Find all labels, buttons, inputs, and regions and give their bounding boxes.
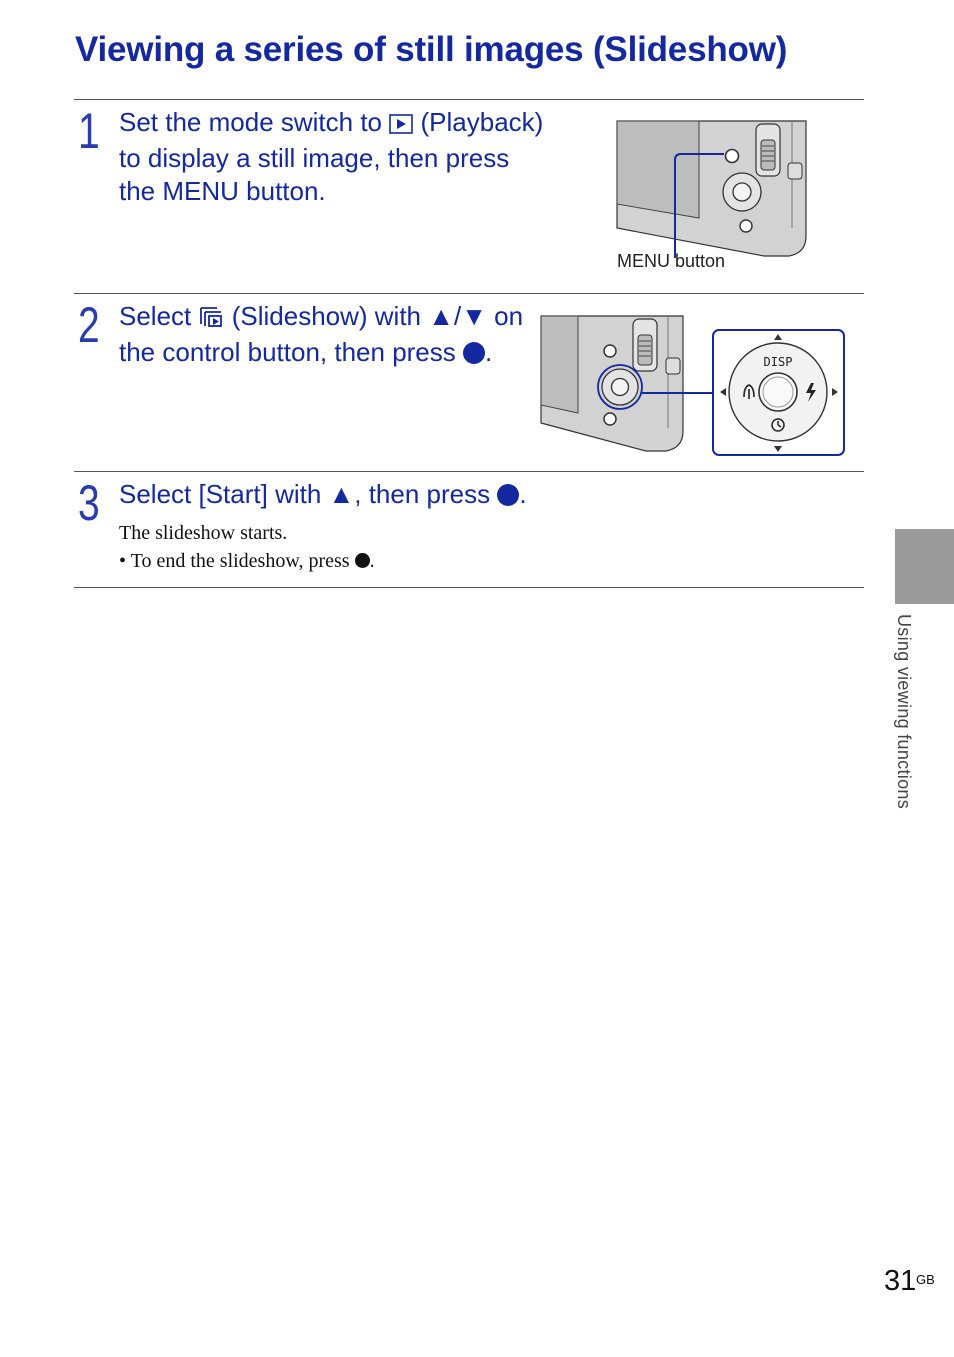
section-tab-label: Using viewing functions xyxy=(894,614,914,809)
step-3-note: The slideshow starts. xyxy=(119,522,288,544)
camera-control-illustration xyxy=(538,313,688,455)
step-1-text: Set the mode switch to (Playback) to display a still image, then press the MENU button. xyxy=(119,107,544,206)
control-button-detail xyxy=(712,329,846,457)
playback-icon xyxy=(389,109,413,142)
divider xyxy=(74,471,864,472)
center-button-icon xyxy=(355,553,370,568)
disp-label: DISP xyxy=(763,355,793,369)
step-3-number: 3 xyxy=(78,475,100,531)
center-button-icon xyxy=(463,342,485,364)
step-3-bullet: • To end the slideshow, press . xyxy=(119,550,375,572)
step-3-text: Select [Start] with ▲, then press . xyxy=(119,479,527,509)
divider xyxy=(74,293,864,294)
divider xyxy=(74,587,864,588)
center-button-icon xyxy=(497,484,519,506)
step-1-number: 1 xyxy=(78,103,100,159)
page-suffix: GB xyxy=(916,1272,935,1287)
divider xyxy=(74,99,864,100)
step-2-text: Select (Slideshow) with ▲/▼ on the control button, then press . xyxy=(119,301,524,367)
page-number: 31 xyxy=(884,1265,917,1297)
slideshow-icon xyxy=(199,303,225,336)
page-title: Viewing a series of still images (Slideshow) xyxy=(75,30,788,69)
menu-button-callout: MENU button xyxy=(617,251,726,271)
step-2-number: 2 xyxy=(78,297,100,353)
camera-menu-illustration xyxy=(614,118,814,260)
section-tab xyxy=(895,529,954,604)
